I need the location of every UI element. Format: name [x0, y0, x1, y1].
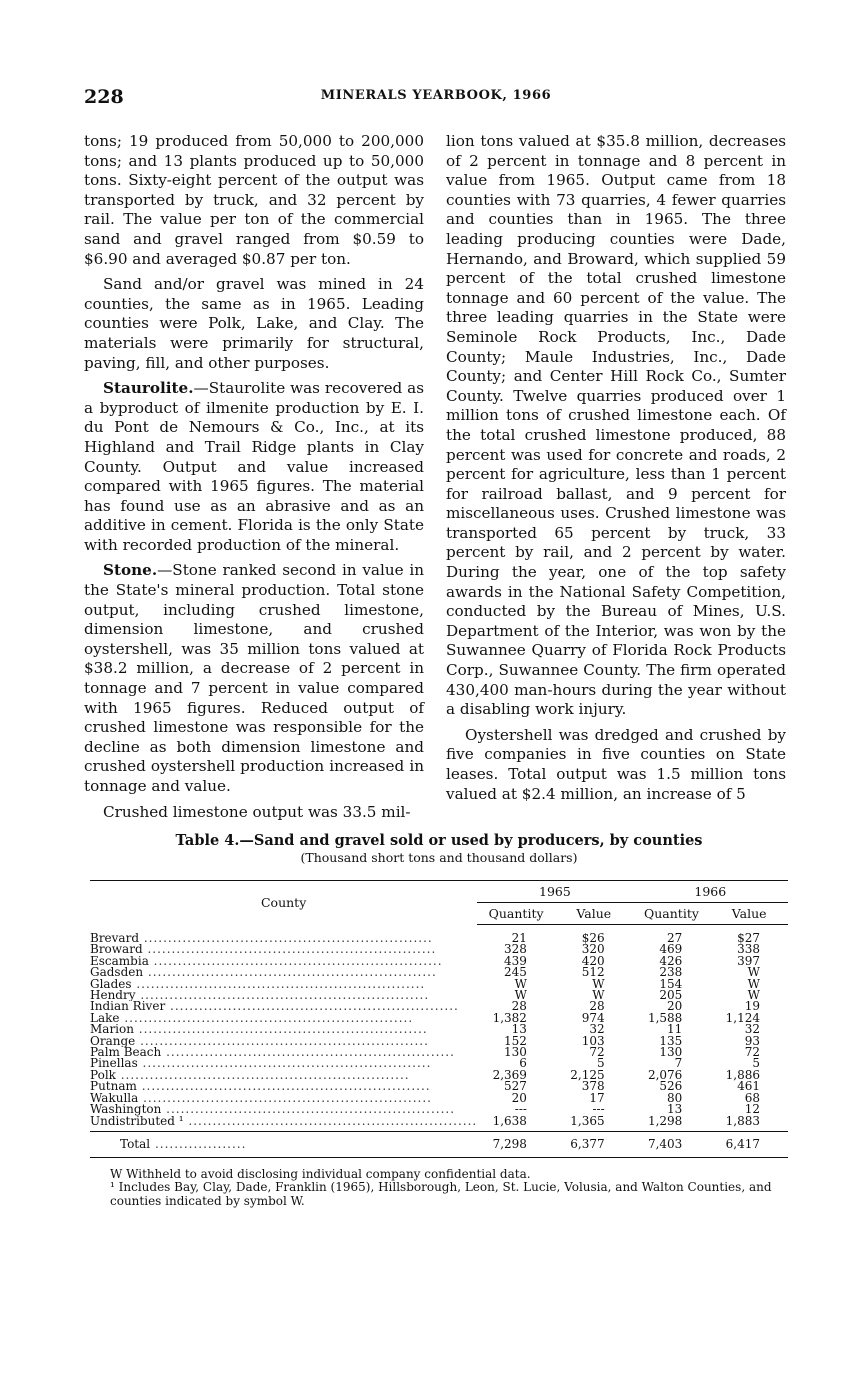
leader-dots: ............................................................	[183, 1115, 478, 1128]
cell-value-1965: W	[592, 988, 605, 1003]
county-name: Total	[120, 1136, 151, 1151]
column-header-quantity: Quantity	[633, 903, 711, 925]
cell-value-1966: 1,886	[725, 1067, 760, 1082]
row-label	[90, 1131, 477, 1157]
sand-gravel-table	[90, 880, 788, 1158]
leader-dots: ............................................................	[119, 1012, 414, 1025]
leader-dots: ............................................................	[165, 1001, 459, 1013]
row-label	[90, 1058, 477, 1069]
cell-value-1966: 19	[744, 999, 760, 1014]
cell-value-1966: 6,417	[710, 1131, 788, 1157]
county-name: Palm Beach	[90, 1047, 162, 1059]
cell-quantity-1966: 1,298	[647, 1113, 683, 1128]
cell-quantity-1966: 7	[674, 1056, 683, 1071]
row-label	[90, 979, 477, 990]
cell-value-1966: 72	[744, 1045, 760, 1060]
table-row	[90, 990, 788, 1001]
cell-quantity-1966: 1,588	[647, 1010, 683, 1025]
row-label	[90, 1104, 477, 1115]
right-text-column	[446, 132, 786, 810]
county-name: Indian River	[90, 1001, 166, 1013]
cell-quantity-1965: 28	[511, 999, 527, 1014]
section-run-in-heading: Staurolite.	[103, 379, 194, 398]
leader-dots: ............................................................	[133, 1024, 428, 1036]
cell-value-1965: 17	[589, 1090, 605, 1105]
table-footnotes	[90, 1168, 800, 1209]
table-row	[90, 1036, 788, 1047]
cell-quantity-1966: 426	[659, 953, 683, 968]
row-label	[90, 967, 477, 978]
column-header-1966: 1966	[633, 881, 788, 903]
cell-quantity-1965: 7,298	[477, 1131, 555, 1157]
table-row	[90, 1104, 788, 1115]
section-run-in-heading: Stone.	[103, 561, 158, 580]
cell-quantity-1965: ---	[514, 1102, 527, 1117]
table-row	[90, 1058, 788, 1069]
cell-value-1966: W	[747, 988, 760, 1003]
leader-dots: ............................................................	[161, 1104, 456, 1116]
leader-dots: ...................	[150, 1136, 247, 1151]
cell-quantity-1965: W	[514, 976, 527, 991]
leader-dots: ............................................................	[161, 1047, 455, 1059]
cell-value-1966: 32	[744, 1022, 760, 1037]
county-name: Broward	[90, 944, 143, 956]
row-label	[90, 944, 477, 955]
cell-value-1965: 974	[581, 1010, 605, 1025]
cell-quantity-1965: 130	[504, 1045, 527, 1060]
table-row	[90, 956, 788, 967]
cell-quantity-1966: 80	[667, 1090, 683, 1105]
cell-quantity-1965: W	[514, 988, 527, 1003]
table-row	[90, 979, 788, 990]
table-row	[90, 967, 788, 978]
leader-dots: ............................................................	[138, 1092, 432, 1105]
county-name: Marion	[90, 1024, 134, 1036]
table-subtitle: (Thousand short tons and thousand dollars)	[300, 850, 578, 865]
county-name: Escambia	[90, 955, 149, 968]
paragraph	[84, 379, 424, 555]
row-label	[90, 1024, 477, 1035]
cell-quantity-1965: 21	[511, 931, 527, 945]
cell-quantity-1966: 27	[667, 931, 683, 945]
cell-value-1965: 378	[581, 1079, 605, 1094]
cell-value-1966: 1,883	[725, 1113, 760, 1128]
table-body	[90, 925, 788, 1132]
leader-dots: ............................................................	[135, 990, 430, 1002]
cell-value-1965: 420	[581, 953, 605, 968]
cell-quantity-1966: 11	[667, 1022, 683, 1037]
paragraph-body: —Staurolite was recovered as a byproduct of ilmenite production by E. I. du Pont de Nemours & Co., Inc., at its Highland and Trail Ridge plants in Clay County. Output and value increased compared with 1965 figures. The material has found use as an abrasive and as an additive in cement. Florida is the only State with recorded production of the mineral.	[84, 379, 424, 554]
table-row	[90, 1081, 788, 1092]
table-row	[90, 1047, 788, 1058]
column-header-value: Value	[555, 903, 633, 925]
leader-dots: ............................................................	[139, 930, 433, 945]
cell-quantity-1966: 2,076	[647, 1067, 683, 1082]
cell-value-1965: 6,377	[555, 1131, 633, 1157]
cell-value-1966: 397	[737, 953, 760, 968]
table-row	[90, 1013, 788, 1024]
cell-quantity-1966: 20	[667, 999, 683, 1014]
paragraph	[84, 561, 424, 796]
total-row	[90, 1131, 788, 1157]
column-header-value: Value	[710, 903, 788, 925]
cell-value-1965: 1,365	[570, 1113, 605, 1128]
left-text-column	[84, 132, 424, 828]
cell-quantity-1966: 526	[659, 1079, 683, 1094]
paragraph: tons; 19 produced from 50,000 to 200,000 tons; and 13 plants produced up to 50,000 tons. Sixty-eight percent of the output was transported by truck, and 32 percent by rail. The value per ton of the commercial sand and gravel ranged from $0.59 to $6.90 and averaged $0.87 per ton.	[84, 132, 424, 268]
running-head: MINERALS YEARBOOK, 1966	[320, 88, 552, 103]
table-row	[90, 1070, 788, 1081]
paragraph: lion tons valued at $35.8 million, decreases of 2 percent in tonnage and 8 percent in value from 1965. Output came from 18 counties with 73 quarries, 4 fewer quarries and counties than in 1965. The three leading producing counties were Dade, Hernando, and Broward, which supplied 59 percent of the total crushed limestone tonnage and 60 percent of the value. The three leading quarries in the State were Seminole Rock Products, Inc., Dade County; Maule Industries, Inc., Dade County; and Center Hill Rock Co., Sumter County. Twelve quarries produced over 1 million tons of crushed limestone each. Of the total crushed limestone produced, 88 percent was used for concrete and roads, 2 percent for agriculture, less than 1 percent for railroad ballast, and 9 percent for miscellaneous uses. Crushed limestone was transported 65 percent by truck, 33 percent by rail, and 2 percent by water. During the year, one of the top safety awards in the National Safety Competition, conducted by the Bureau of Mines, U.S. Department of the Interior, was won by the Suwannee Quarry of Florida Rock Products Corp., Suwannee County. The firm operated 430,400 man-hours during the year without a disabling work injury.	[446, 132, 786, 719]
row-label	[90, 1047, 477, 1058]
county-name: Orange	[90, 1035, 136, 1048]
cell-quantity-1965: 1,638	[492, 1113, 527, 1128]
cell-quantity-1966: 238	[659, 965, 683, 980]
cell-quantity-1965: 245	[504, 965, 527, 980]
column-header-county: County	[90, 881, 477, 925]
cell-quantity-1966: 7,403	[633, 1131, 711, 1157]
cell-quantity-1966: 135	[659, 1033, 683, 1048]
table-row	[90, 944, 788, 955]
leader-dots: ............................................................	[148, 955, 443, 968]
cell-value-1966: W	[747, 965, 760, 980]
county-name: Gadsden	[90, 967, 144, 979]
cell-value-1965: W	[592, 976, 605, 991]
leader-dots: ............................................................	[115, 1069, 410, 1082]
county-name: Washington	[90, 1104, 162, 1116]
column-header-quantity: Quantity	[477, 903, 555, 925]
cell-quantity-1965: 2,369	[492, 1067, 527, 1082]
row-label	[90, 1013, 477, 1024]
county-name: Lake	[90, 1012, 120, 1025]
leader-dots: ............................................................	[137, 1058, 432, 1070]
footnote-withheld: W Withheld to avoid disclosing individual company confidential data.	[110, 1166, 531, 1181]
paragraph-body: —Stone ranked second in value in the State's mineral production. Total stone output, including crushed limestone, dimension limestone, and crushed oystershell, was 35 million tons valued at $38.2 million, a decrease of 2 percent in tonnage and 7 percent in value compared with 1965 figures. Reduced output of crushed limestone was responsible for the decline as both dimension limestone and crushed oystershell production increased in tonnage and value.	[84, 561, 424, 795]
row-label	[90, 1116, 477, 1132]
cell-quantity-1965: 20	[511, 1090, 527, 1105]
table-row	[90, 1116, 788, 1132]
cell-quantity-1965: 152	[504, 1033, 527, 1048]
county-name: Glades	[90, 978, 132, 991]
cell-value-1965: 2,125	[570, 1067, 605, 1082]
paragraph: Sand and/or gravel was mined in 24 counties, the same as in 1965. Leading counties were Polk, Lake, and Clay. The materials were primarily for structural, paving, fill, and other purposes.	[84, 275, 424, 372]
county-name: Hendry	[90, 990, 136, 1002]
cell-quantity-1966: 154	[659, 976, 683, 991]
cell-value-1966: 461	[737, 1079, 760, 1094]
row-label	[90, 1081, 477, 1092]
cell-value-1965: 5	[596, 1056, 605, 1071]
leader-dots: ............................................................	[136, 1081, 431, 1093]
cell-value-1965: 320	[581, 942, 605, 957]
row-label	[90, 1036, 477, 1047]
cell-quantity-1965: 527	[504, 1079, 527, 1094]
cell-value-1965: 32	[589, 1022, 605, 1037]
table-row	[90, 1093, 788, 1104]
cell-quantity-1965: 1,382	[492, 1010, 527, 1025]
cell-value-1966: 12	[744, 1102, 760, 1117]
row-label	[90, 1001, 477, 1012]
cell-value-1966: $27	[737, 931, 760, 945]
cell-value-1965: 72	[589, 1045, 605, 1060]
cell-value-1965: $26	[581, 931, 605, 945]
cell-value-1966: 93	[744, 1033, 760, 1048]
cell-quantity-1966: 469	[659, 942, 683, 957]
county-name: Putnam	[90, 1081, 137, 1093]
leader-dots: ............................................................	[131, 978, 426, 991]
row-label	[90, 956, 477, 967]
page-number: 228	[84, 86, 124, 108]
cell-quantity-1965: 13	[511, 1022, 527, 1037]
cell-value-1965: 512	[581, 965, 605, 980]
cell-quantity-1965: 6	[519, 1056, 527, 1071]
cell-value-1966: 1,124	[725, 1010, 760, 1025]
row-label	[90, 925, 477, 945]
cell-value-1966: 338	[737, 942, 760, 957]
row-label	[90, 1070, 477, 1081]
cell-quantity-1965: 439	[504, 953, 527, 968]
table-row	[90, 1001, 788, 1012]
cell-value-1965: 28	[589, 999, 605, 1014]
row-label	[90, 1093, 477, 1104]
cell-quantity-1966: 13	[667, 1102, 683, 1117]
leader-dots: ............................................................	[142, 944, 437, 956]
cell-quantity-1965: 328	[504, 942, 527, 957]
cell-value-1966: 68	[744, 1090, 760, 1105]
county-name: Wakulla	[90, 1092, 139, 1105]
footnote-undistributed: ¹ Includes Bay, Clay, Dade, Franklin (1965), Hillsborough, Leon, St. Lucie, Volusia, and Walton Counties, and counties indicated by symbol W.	[110, 1180, 772, 1208]
cell-value-1965: 103	[581, 1033, 605, 1048]
cell-quantity-1966: 130	[659, 1045, 683, 1060]
table-title: Table 4.—Sand and gravel sold or used by producers, by counties	[175, 832, 703, 849]
leader-dots: ............................................................	[135, 1035, 429, 1048]
page-header	[84, 86, 788, 112]
row-label	[90, 990, 477, 1001]
cell-quantity-1966: 205	[659, 988, 683, 1003]
table-row	[90, 925, 788, 945]
paragraph: Crushed limestone output was 33.5 mil-	[103, 802, 411, 821]
county-name: Polk	[90, 1069, 116, 1082]
county-name: Undistributed ¹	[90, 1115, 184, 1128]
county-name: Brevard	[90, 930, 140, 945]
cell-value-1966: 5	[752, 1056, 760, 1071]
paragraph: Oystershell was dredged and crushed by five companies in five counties on State leases. Total output was 1.5 million tons valued at $2.4 million, an increase of 5	[446, 725, 786, 803]
column-header-1965: 1965	[477, 881, 632, 903]
table-block	[90, 832, 788, 1208]
cell-value-1965: ---	[592, 1102, 605, 1117]
leader-dots: ............................................................	[143, 967, 437, 979]
cell-value-1966: W	[747, 976, 760, 991]
county-name: Pinellas	[90, 1058, 138, 1070]
table-row	[90, 1024, 788, 1035]
